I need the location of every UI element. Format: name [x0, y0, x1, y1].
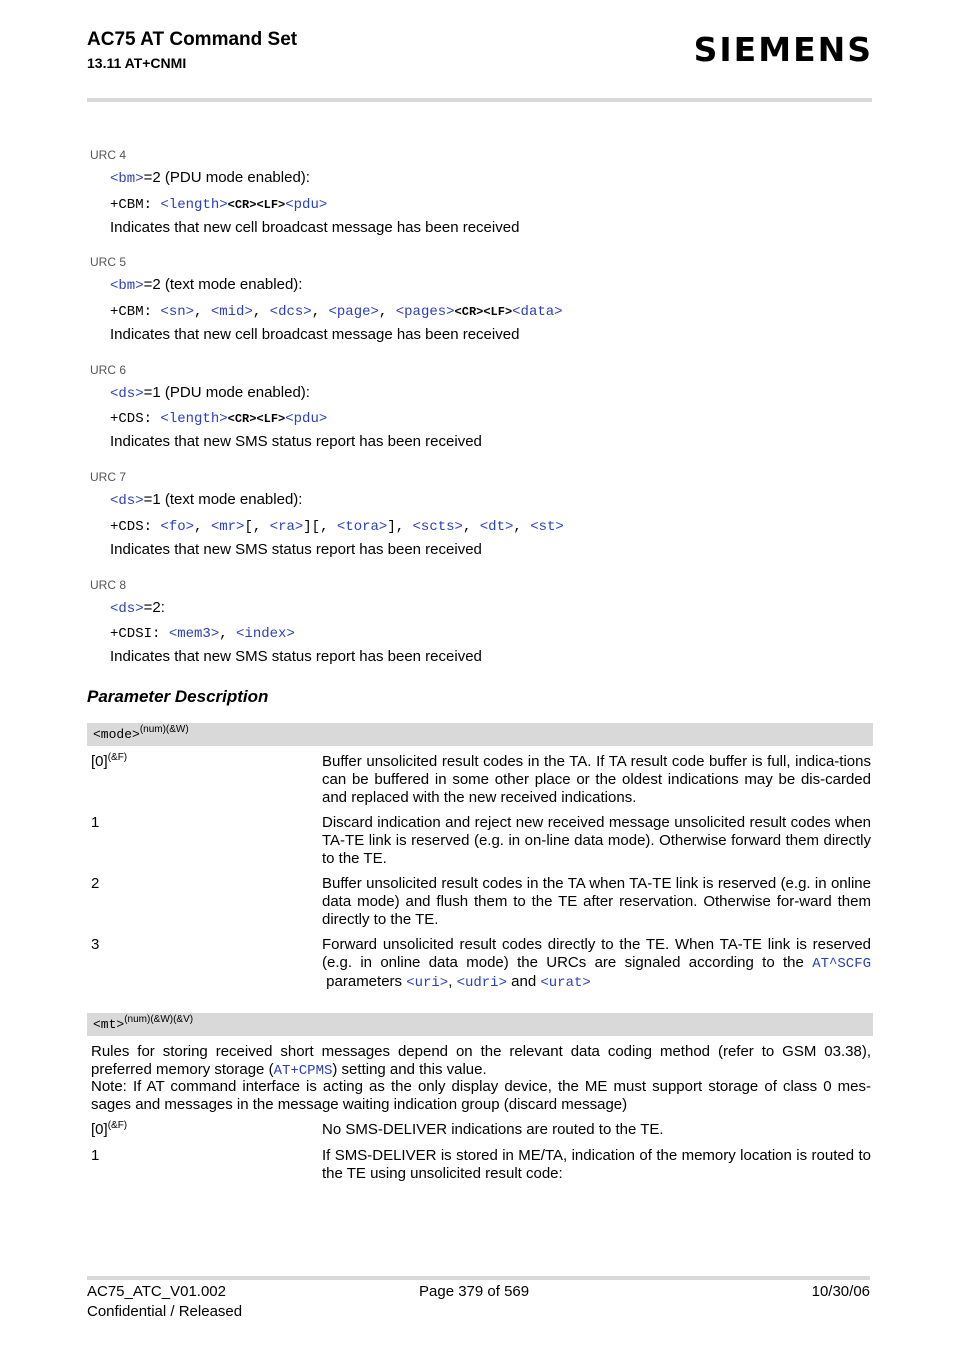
urc-condition: <ds>=1 (PDU mode enabled):	[110, 384, 310, 402]
param-value-description: Discard indication and reject new received message unsolicited result codes when TA-TE link is reserved (e.g. in on-line data mode). Otherwise forward them directly to the TE.	[322, 814, 871, 867]
urc-description: Indicates that new cell broadcast message has been received	[110, 219, 520, 236]
param-value-description: Buffer unsolicited result codes in the TA when TA-TE link is reserved (e.g. in online data mode) and flush them to the TE after reservation. Otherwise for-ward them directly to the TE.	[322, 875, 871, 928]
param-link-st[interactable]: <st>	[530, 519, 564, 535]
param-link-ds[interactable]: <ds>	[110, 493, 144, 509]
param-link-urat[interactable]: <urat>	[540, 975, 591, 991]
param-link-ra[interactable]: <ra>	[269, 519, 304, 535]
urc-syntax: +CDS: <fo>, <mr>[, <ra>][, <tora>], <scts>, <dt>, <st>	[110, 519, 564, 535]
footer-divider	[87, 1276, 870, 1280]
param-link-scts[interactable]: <scts>	[412, 519, 463, 535]
param-value: 1	[91, 814, 100, 831]
urc-condition: <bm>=2 (text mode enabled):	[110, 276, 303, 294]
param-link-index[interactable]: <index>	[236, 626, 295, 642]
param-link-dcs[interactable]: <dcs>	[269, 304, 312, 320]
param-link-pdu[interactable]: <pdu>	[285, 411, 328, 427]
param-link-sn[interactable]: <sn>	[160, 304, 195, 320]
param-link-length[interactable]: <length>	[160, 197, 228, 213]
urc-syntax: +CBM: <sn>, <mid>, <dcs>, <page>, <pages><CR><LF><data>	[110, 304, 563, 320]
command-link-scfg[interactable]: AT^SCFG	[812, 956, 871, 972]
urc-description: Indicates that new SMS status report has been received	[110, 648, 482, 665]
urc-syntax: +CDS: <length><CR><LF><pdu>	[110, 411, 328, 427]
param-name: <mode>	[93, 727, 140, 742]
param-link-mid[interactable]: <mid>	[210, 304, 253, 320]
param-link-mr[interactable]: <mr>	[210, 519, 245, 535]
urc-condition: <ds>=2:	[110, 599, 165, 617]
param-link-pdu[interactable]: <pdu>	[285, 197, 328, 213]
document-title: AC75 AT Command Set	[87, 29, 298, 50]
urc-description: Indicates that new cell broadcast message has been received	[110, 326, 520, 343]
urc-condition: <bm>=2 (PDU mode enabled):	[110, 169, 310, 187]
param-link-ds[interactable]: <ds>	[110, 386, 144, 402]
param-header-mt	[87, 1013, 873, 1036]
footer-doc-id: AC75_ATC_V01.002	[87, 1283, 226, 1300]
param-note: Note: If AT command interface is acting as the only display device, the ME must support storage of class 0 mes-sages and messages in the message waiting indication group (discard message)	[91, 1078, 871, 1113]
param-attributes: (num)(&W)	[139, 724, 189, 735]
param-value: 3	[91, 936, 100, 953]
param-link-mem3[interactable]: <mem3>	[168, 626, 220, 642]
param-name: <mt>	[93, 1017, 125, 1032]
param-link-fo[interactable]: <fo>	[160, 519, 195, 535]
param-value-description: If SMS-DELIVER is stored in ME/TA, indication of the memory location is routed to the TE using unsolicited result code:	[322, 1147, 871, 1182]
header-divider	[87, 98, 872, 102]
param-value-description: Forward unsolicited result codes directly to the TE. When TA-TE link is reserved (e.g. in online data mode) the URCs are signaled according to the AT^SCFG parameters <uri>, <udri> and <urat>	[322, 936, 871, 991]
urc-description: Indicates that new SMS status report has been received	[110, 433, 482, 450]
urc-condition: <ds>=1 (text mode enabled):	[110, 491, 303, 509]
param-link-page[interactable]: <page>	[328, 304, 379, 320]
command-link-cpms[interactable]: AT+CPMS	[273, 1063, 333, 1079]
param-link-tora[interactable]: <tora>	[336, 519, 388, 535]
param-intro: Rules for storing received short messages depend on the relevant data coding method (refer to GSM 03.38), preferred memory storage (AT+CPMS) setting and this value.	[91, 1043, 871, 1079]
param-link-pages[interactable]: <pages>	[395, 304, 455, 320]
param-link-uri[interactable]: <uri>	[406, 975, 449, 991]
param-header-mode	[87, 723, 873, 746]
urc-label: URC 5	[90, 255, 127, 269]
parameter-description-heading: Parameter Description	[87, 687, 269, 706]
param-link-bm[interactable]: <bm>	[110, 171, 144, 187]
param-value: 1	[91, 1147, 100, 1164]
param-link-ds[interactable]: <ds>	[110, 601, 144, 617]
param-value: $[0]^{(\&F)}$	[91, 1120, 128, 1138]
param-value-description: Buffer unsolicited result codes in the TA. If TA result code buffer is full, indica-tions can be buffered in some other place or the oldest indications may be dis-carded and replaced with the new received indications.	[322, 753, 871, 806]
param-link-udri[interactable]: <udri>	[456, 975, 507, 991]
param-link-length[interactable]: <length>	[160, 411, 228, 427]
param-value: $[0]^{(\&F)}$	[91, 752, 128, 770]
urc-label: URC 4	[90, 148, 127, 162]
siemens-logo: SIEMENS	[693, 30, 873, 69]
urc-syntax: +CBM: <length><CR><LF><pdu>	[110, 197, 328, 213]
urc-description: Indicates that new SMS status report has been received	[110, 541, 482, 558]
footer-status: Confidential / Released	[87, 1303, 243, 1320]
urc-syntax: +CDSI: <mem3>, <index>	[110, 626, 295, 642]
footer-date: 10/30/06	[811, 1283, 870, 1300]
urc-label: URC 7	[90, 470, 127, 484]
urc-label: URC 8	[90, 578, 127, 592]
param-value: 2	[91, 875, 100, 892]
param-link-dt[interactable]: <dt>	[479, 519, 514, 535]
param-attributes: (num)(&W)(&V)	[124, 1014, 194, 1025]
param-link-bm[interactable]: <bm>	[110, 278, 144, 294]
section-heading: 13.11 AT+CNMI	[87, 55, 187, 71]
param-link-data[interactable]: <data>	[512, 304, 563, 320]
urc-label: URC 6	[90, 363, 127, 377]
footer-page-number: Page 379 of 569	[419, 1283, 530, 1300]
param-value-description: No SMS-DELIVER indications are routed to the TE.	[322, 1121, 664, 1138]
